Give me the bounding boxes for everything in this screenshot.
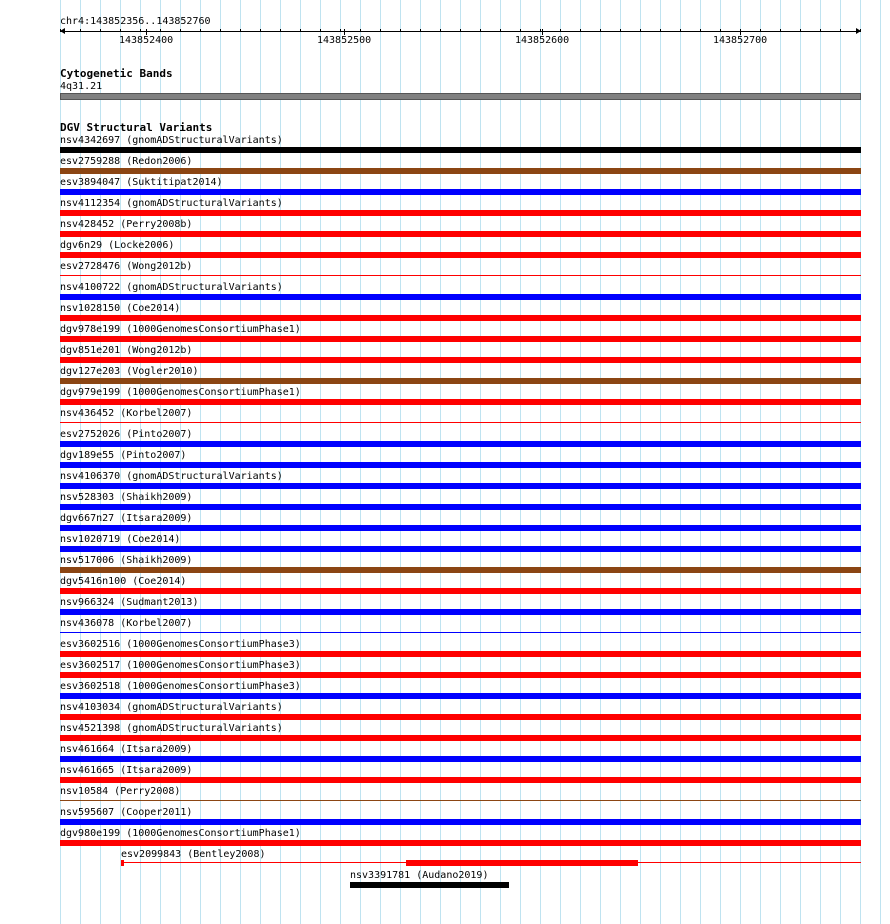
- feature-label: nsv461664 (Itsara2009): [60, 744, 193, 755]
- feature-label: nsv436078 (Korbel2007): [60, 618, 193, 629]
- feature-label: nsv461665 (Itsara2009): [60, 765, 193, 776]
- ruler-minor-tick: [520, 29, 521, 32]
- feature-label: dgv6n29 (Locke2006): [60, 240, 175, 251]
- feature-bar[interactable]: [60, 693, 861, 699]
- feature-label: nsv1020719 (Coe2014): [60, 534, 181, 545]
- ruler-minor-tick: [840, 29, 841, 32]
- feature-label: esv2752026 (Pinto2007): [60, 429, 193, 440]
- feature-label: dgv5416n100 (Coe2014): [60, 576, 187, 587]
- feature-label: dgv127e203 (Vogler2010): [60, 366, 199, 377]
- feature-label: dgv667n27 (Itsara2009): [60, 513, 193, 524]
- feature-label: nsv528303 (Shaikh2009): [60, 492, 193, 503]
- ruler-minor-tick: [540, 29, 541, 32]
- ruler-minor-tick: [300, 29, 301, 32]
- ruler-minor-tick: [240, 29, 241, 32]
- feature-label: esv2099843 (Bentley2008): [121, 849, 266, 860]
- ruler-tick-label: 143852600: [515, 35, 570, 46]
- ruler-minor-tick: [620, 29, 621, 32]
- ruler-minor-tick: [60, 29, 61, 32]
- feature-label: nsv436452 (Korbel2007): [60, 408, 193, 419]
- ruler-minor-tick: [480, 29, 481, 32]
- feature-bar[interactable]: [60, 231, 861, 237]
- ruler-minor-tick: [400, 29, 401, 32]
- feature-esv2099843-block[interactable]: [121, 860, 124, 866]
- feature-bar[interactable]: [60, 546, 861, 552]
- feature-label: nsv4100722 (gnomADStructuralVariants): [60, 282, 283, 293]
- feature-bar[interactable]: [60, 441, 861, 447]
- feature-label: esv2728476 (Wong2012b): [60, 261, 193, 272]
- grid-line: [880, 0, 881, 924]
- feature-nsv3391781-bar[interactable]: [350, 882, 509, 888]
- ruler-minor-tick: [860, 29, 861, 32]
- feature-label: esv3894047 (Suktitipat2014): [60, 177, 223, 188]
- feature-bar[interactable]: [60, 483, 861, 489]
- ruler-minor-tick: [800, 29, 801, 32]
- ruler-minor-tick: [120, 29, 121, 32]
- ruler-minor-tick: [600, 29, 601, 32]
- ruler-minor-tick: [160, 29, 161, 32]
- feature-bar[interactable]: [60, 609, 861, 615]
- feature-bar[interactable]: [60, 315, 861, 321]
- ruler-minor-tick: [780, 29, 781, 32]
- feature-bar[interactable]: [60, 275, 861, 276]
- feature-label: nsv517006 (Shaikh2009): [60, 555, 193, 566]
- feature-bar[interactable]: [60, 462, 861, 468]
- ruler-minor-tick: [760, 29, 761, 32]
- dgv-track-title[interactable]: DGV Structural Variants: [60, 121, 213, 134]
- feature-label: nsv3391781 (Audano2019): [350, 870, 489, 881]
- ruler-minor-tick: [560, 29, 561, 32]
- ruler-minor-tick: [380, 29, 381, 32]
- feature-label: esv3602516 (1000GenomesConsortiumPhase3): [60, 639, 301, 650]
- feature-bar[interactable]: [60, 336, 861, 342]
- ruler-minor-tick: [500, 29, 501, 32]
- ruler-minor-tick: [140, 29, 141, 32]
- feature-bar[interactable]: [60, 840, 861, 846]
- feature-label: dgv189e55 (Pinto2007): [60, 450, 187, 461]
- ruler-minor-tick: [680, 29, 681, 32]
- feature-bar[interactable]: [60, 378, 861, 384]
- feature-bar[interactable]: [60, 504, 861, 510]
- cytoband-track-title[interactable]: Cytogenetic Bands: [60, 67, 173, 80]
- feature-bar[interactable]: [60, 567, 861, 573]
- feature-bar[interactable]: [60, 672, 861, 678]
- feature-bar[interactable]: [60, 651, 861, 657]
- ruler-minor-tick: [660, 29, 661, 32]
- ruler-minor-tick: [360, 29, 361, 32]
- ruler-tick-label: 143852500: [317, 35, 372, 46]
- ruler-minor-tick: [580, 29, 581, 32]
- feature-label: nsv4103034 (gnomADStructuralVariants): [60, 702, 283, 713]
- feature-bar[interactable]: [60, 819, 861, 825]
- cytoband-label: 4q31.21: [60, 81, 103, 92]
- feature-label: nsv4112354 (gnomADStructuralVariants): [60, 198, 283, 209]
- feature-bar[interactable]: [60, 422, 861, 423]
- feature-bar[interactable]: [60, 210, 861, 216]
- feature-bar[interactable]: [60, 714, 861, 720]
- ruler-minor-tick: [720, 29, 721, 32]
- ruler-minor-tick: [420, 29, 421, 32]
- ruler-minor-tick: [440, 29, 441, 32]
- feature-label: dgv978e199 (1000GenomesConsortiumPhase1): [60, 324, 301, 335]
- locus-label: chr4:143852356..143852760: [60, 16, 211, 27]
- ruler-minor-tick: [640, 29, 641, 32]
- feature-label: nsv4521398 (gnomADStructuralVariants): [60, 723, 283, 734]
- feature-bar[interactable]: [60, 189, 861, 195]
- feature-bar[interactable]: [60, 525, 861, 531]
- ruler-minor-tick: [340, 29, 341, 32]
- feature-bar[interactable]: [60, 294, 861, 300]
- ruler-minor-tick: [200, 29, 201, 32]
- feature-bar[interactable]: [60, 147, 861, 153]
- feature-bar[interactable]: [60, 735, 861, 741]
- ruler-minor-tick: [220, 29, 221, 32]
- feature-esv2099843-block[interactable]: [406, 860, 638, 866]
- feature-bar[interactable]: [60, 756, 861, 762]
- feature-label: nsv428452 (Perry2008b): [60, 219, 193, 230]
- feature-bar[interactable]: [60, 399, 861, 405]
- feature-label: dgv980e199 (1000GenomesConsortiumPhase1): [60, 828, 301, 839]
- feature-label: nsv4106370 (gnomADStructuralVariants): [60, 471, 283, 482]
- ruler-minor-tick: [280, 29, 281, 32]
- ruler-minor-tick: [100, 29, 101, 32]
- feature-bar[interactable]: [60, 632, 861, 633]
- feature-label: dgv851e201 (Wong2012b): [60, 345, 193, 356]
- feature-bar[interactable]: [60, 588, 861, 594]
- feature-label: nsv966324 (Sudmant2013): [60, 597, 199, 608]
- ruler-minor-tick: [320, 29, 321, 32]
- feature-label: nsv1028150 (Coe2014): [60, 303, 181, 314]
- feature-bar[interactable]: [60, 168, 861, 174]
- feature-bar[interactable]: [60, 252, 861, 258]
- ruler-tick-label: 143852700: [713, 35, 768, 46]
- feature-label: esv3602517 (1000GenomesConsortiumPhase3): [60, 660, 301, 671]
- feature-bar[interactable]: [60, 357, 861, 363]
- ruler-tick-label: 143852400: [119, 35, 174, 46]
- ruler-minor-tick: [180, 29, 181, 32]
- feature-label: nsv595607 (Cooper2011): [60, 807, 193, 818]
- feature-label: dgv979e199 (1000GenomesConsortiumPhase1): [60, 387, 301, 398]
- feature-bar[interactable]: [60, 777, 861, 783]
- feature-label: nsv10584 (Perry2008): [60, 786, 181, 797]
- ruler-minor-tick: [460, 29, 461, 32]
- ruler-minor-tick: [260, 29, 261, 32]
- feature-label: esv3602518 (1000GenomesConsortiumPhase3): [60, 681, 301, 692]
- feature-bar[interactable]: [60, 800, 861, 801]
- ruler-minor-tick: [820, 29, 821, 32]
- feature-label: nsv4342697 (gnomADStructuralVariants): [60, 135, 283, 146]
- ruler-minor-tick: [700, 29, 701, 32]
- cytoband-bar[interactable]: [60, 93, 861, 100]
- ruler-minor-tick: [80, 29, 81, 32]
- feature-label: esv2759288 (Redon2006): [60, 156, 193, 167]
